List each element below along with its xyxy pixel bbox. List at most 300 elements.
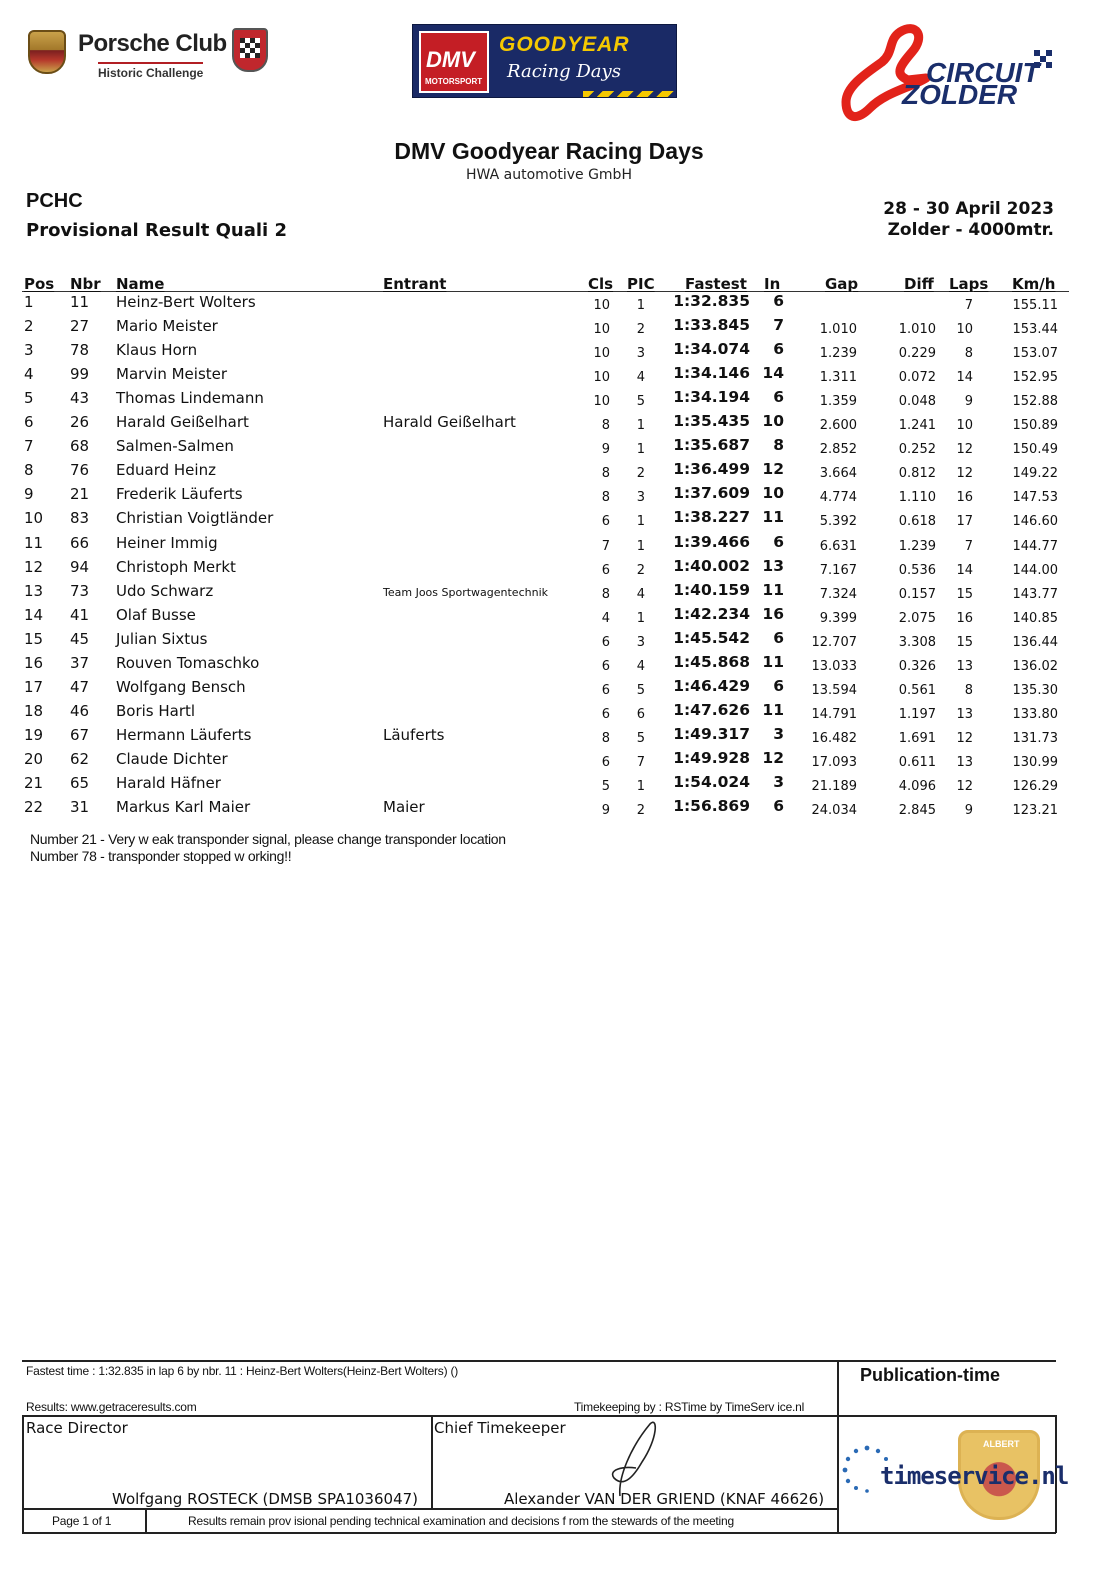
cell-cls: 10 [593, 394, 610, 410]
signature-left-rule [22, 1415, 24, 1533]
cell-cls: 6 [601, 754, 610, 770]
table-row [0, 677, 1098, 701]
chief-timekeeper-label: Chief Timekeeper [434, 1419, 566, 1437]
table-row [0, 364, 1098, 388]
dmv-text: DMV [426, 47, 475, 72]
cell-in: 6 [773, 340, 784, 359]
cell-name: Christoph Merkt [116, 557, 236, 576]
table-row [0, 749, 1098, 773]
cell-pic: 6 [636, 706, 645, 722]
cell-gap: 13.033 [811, 658, 857, 674]
col-nbr: Nbr [70, 275, 101, 293]
cell-name: Eduard Heinz [116, 461, 216, 480]
cell-pos: 14 [24, 605, 44, 624]
cell-gap: 16.482 [811, 730, 857, 746]
cell-pos: 3 [24, 341, 34, 360]
event-title: DMV Goodyear Racing Days [394, 138, 704, 164]
cell-laps: 13 [956, 754, 973, 770]
cell-pos: 15 [24, 629, 44, 648]
cell-fastest: 1:33.845 [673, 316, 750, 335]
race-director-label: Race Director [26, 1419, 128, 1437]
cell-in: 6 [773, 797, 784, 816]
dmv-goodyear-logo [412, 24, 677, 98]
cell-nbr: 62 [70, 749, 90, 768]
cell-fastest: 1:35.435 [673, 412, 750, 431]
circuit-track-icon [838, 22, 1060, 132]
cell-pic: 5 [636, 682, 645, 698]
cell-kmh: 150.89 [1012, 418, 1058, 434]
cell-laps: 15 [956, 586, 973, 602]
cell-gap: 14.791 [811, 706, 857, 722]
cell-pic: 1 [636, 610, 645, 626]
cell-diff: 3.308 [898, 634, 936, 650]
cell-pic: 1 [636, 418, 645, 434]
cell-laps: 17 [956, 514, 973, 530]
cell-gap: 21.189 [811, 779, 857, 794]
cell-nbr: 45 [70, 629, 90, 648]
cell-in: 13 [762, 556, 784, 575]
fastest-time-line: Fastest time : 1:32.835 in lap 6 by nbr. 11 : Heinz-Bert Wolters(Heinz-Bert Wolters) () [26, 1364, 459, 1378]
cell-laps: 14 [956, 370, 973, 386]
cell-pic: 5 [636, 730, 645, 746]
cell-nbr: 31 [70, 798, 90, 817]
cell-nbr: 66 [70, 533, 90, 552]
cell-in: 14 [762, 364, 784, 383]
cell-kmh: 153.44 [1012, 322, 1058, 338]
cell-in: 11 [762, 508, 784, 527]
albert-text: ALBERT [983, 1439, 1020, 1449]
cell-gap: 12.707 [811, 634, 857, 650]
cell-nbr: 37 [70, 653, 90, 672]
porsche-crest-icon [28, 30, 66, 74]
cell-cls: 5 [601, 779, 610, 794]
cell-cls: 8 [601, 730, 610, 746]
cell-pos: 5 [24, 389, 34, 408]
cell-in: 11 [762, 700, 784, 719]
cell-nbr: 26 [70, 413, 90, 432]
porsche-club-text: Porsche Club [78, 30, 227, 57]
cell-nbr: 68 [70, 437, 90, 456]
cell-name: Marvin Meister [116, 365, 228, 384]
col-laps: Laps [949, 275, 989, 293]
cell-fastest: 1:39.466 [673, 532, 750, 551]
cell-diff: 0.536 [898, 562, 936, 578]
cell-nbr: 21 [70, 485, 90, 504]
cell-gap: 4.774 [819, 490, 857, 506]
cell-fastest: 1:34.194 [673, 388, 750, 407]
cell-diff: 0.252 [898, 442, 936, 458]
cell-name: Harald Häfner [116, 774, 221, 792]
cell-nbr: 73 [70, 581, 90, 600]
cell-fastest: 1:32.835 [673, 292, 750, 310]
cell-pos: 2 [24, 317, 34, 336]
table-row [0, 316, 1098, 340]
cell-pic: 2 [636, 466, 645, 482]
cell-name: Christian Voigtländer [116, 509, 274, 528]
racing-days-text: Racing Days [507, 61, 621, 82]
cell-pic: 7 [636, 754, 645, 770]
cell-pos: 22 [24, 798, 44, 817]
cell-cls: 10 [593, 298, 610, 313]
cell-entrant: Läuferts [383, 725, 445, 744]
cell-kmh: 130.99 [1012, 754, 1058, 770]
cell-in: 6 [773, 388, 784, 407]
cell-nbr: 99 [70, 365, 90, 384]
cell-gap: 1.010 [819, 322, 857, 338]
table-row [0, 557, 1098, 581]
cell-kmh: 149.22 [1012, 466, 1058, 482]
dmv-badge [419, 31, 489, 93]
cell-nbr: 43 [70, 389, 90, 408]
results-url: Results: www.getraceresults.com [26, 1400, 197, 1414]
cell-nbr: 27 [70, 317, 90, 336]
cell-kmh: 126.29 [1012, 779, 1058, 794]
col-fastest: Fastest [685, 275, 747, 293]
cell-laps: 14 [956, 562, 973, 578]
cell-pos: 13 [24, 581, 44, 600]
cell-diff: 0.229 [898, 346, 936, 362]
cell-cls: 7 [601, 538, 610, 554]
cell-laps: 16 [956, 610, 973, 626]
cell-diff: 1.110 [898, 490, 936, 506]
cell-in: 12 [762, 460, 784, 479]
cell-pic: 5 [636, 394, 645, 410]
cell-diff: 0.618 [898, 514, 936, 530]
event-venue: Zolder - 4000mtr. [887, 220, 1054, 240]
table-row [0, 484, 1098, 508]
cell-diff: 0.326 [898, 658, 936, 674]
cell-cls: 8 [601, 466, 610, 482]
cell-kmh: 152.95 [1012, 370, 1058, 386]
cell-laps: 12 [956, 779, 973, 794]
cell-cls: 8 [601, 418, 610, 434]
cell-pos: 4 [24, 365, 34, 384]
cell-name: Claude Dichter [116, 749, 228, 768]
cell-nbr: 83 [70, 509, 90, 528]
cell-name: Mario Meister [116, 317, 218, 336]
cell-cls: 6 [601, 562, 610, 578]
table-row [0, 605, 1098, 629]
cell-cls: 8 [601, 490, 610, 506]
porsche-club-logo [28, 28, 273, 80]
cell-pic: 1 [636, 298, 645, 313]
cell-laps: 8 [964, 682, 973, 698]
session-title: Provisional Result Quali 2 [26, 220, 288, 241]
cell-in: 8 [773, 436, 784, 455]
page-divider-rule [145, 1508, 147, 1533]
cell-laps: 15 [956, 634, 973, 650]
cell-laps: 13 [956, 706, 973, 722]
cell-laps: 13 [956, 658, 973, 674]
cell-kmh: 143.77 [1012, 586, 1058, 602]
cell-pos: 6 [24, 413, 34, 432]
cell-in: 16 [762, 604, 784, 623]
cell-gap: 2.852 [819, 442, 857, 458]
cell-laps: 9 [964, 394, 973, 410]
cell-fastest: 1:35.687 [673, 436, 750, 455]
note-item: Number 78 - transponder stopped w orking!! [30, 848, 292, 864]
race-director-name: Wolfgang ROSTECK (DMSB SPA1036047) [112, 1490, 419, 1508]
cell-in: 6 [773, 628, 784, 647]
cell-cls: 9 [601, 442, 610, 458]
cell-fastest: 1:40.159 [673, 580, 750, 599]
cell-pic: 1 [636, 779, 645, 794]
cell-diff: 4.096 [898, 779, 936, 794]
cell-nbr: 41 [70, 605, 90, 624]
cell-name: Markus Karl Maier [116, 798, 251, 817]
cell-gap: 2.600 [819, 418, 857, 434]
cell-pic: 4 [636, 586, 645, 602]
table-row [0, 340, 1098, 364]
note-item: Number 21 - Very w eak transponder signal, please change transponder location [30, 831, 506, 847]
table-row [0, 388, 1098, 412]
cell-fastest: 1:37.609 [673, 484, 750, 503]
cell-pic: 4 [636, 370, 645, 386]
cell-gap: 1.359 [819, 394, 857, 410]
cell-laps: 16 [956, 490, 973, 506]
cell-in: 6 [773, 532, 784, 551]
cell-kmh: 144.77 [1012, 538, 1058, 554]
cell-pos: 18 [24, 701, 44, 720]
cell-kmh: 123.21 [1012, 803, 1058, 819]
cell-gap: 5.392 [819, 514, 857, 530]
cell-kmh: 146.60 [1012, 514, 1058, 530]
cell-diff: 1.241 [898, 418, 936, 434]
cell-name: Salmen-Salmen [116, 437, 234, 456]
publication-time: Publication-time [860, 1365, 1001, 1385]
cell-cls: 6 [601, 634, 610, 650]
cell-diff: 0.561 [898, 682, 936, 698]
cell-fastest: 1:49.317 [673, 724, 750, 743]
cell-pos: 7 [24, 437, 34, 456]
cell-laps: 10 [956, 322, 973, 338]
cell-kmh: 131.73 [1012, 730, 1058, 746]
cell-kmh: 135.30 [1012, 682, 1058, 698]
cell-pic: 4 [636, 658, 645, 674]
cell-in: 6 [773, 676, 784, 695]
dmv-motorsport-text: MOTORSPORT [425, 77, 483, 86]
cell-nbr: 94 [70, 557, 90, 576]
cell-pos: 16 [24, 653, 44, 672]
cell-pic: 2 [636, 803, 645, 819]
cell-kmh: 136.44 [1012, 634, 1058, 650]
table-row [0, 581, 1098, 605]
club-shield-icon [232, 28, 268, 72]
cell-pic: 1 [636, 514, 645, 530]
cell-name: Hermann Läuferts [116, 725, 252, 744]
cell-pos: 21 [24, 774, 44, 792]
cell-diff: 1.010 [898, 322, 936, 338]
cell-fastest: 1:38.227 [673, 508, 750, 527]
cell-fastest: 1:34.074 [673, 340, 750, 359]
footer-bottom-rule [22, 1532, 1056, 1534]
cell-name: Udo Schwarz [116, 581, 214, 600]
table-row [0, 292, 1098, 316]
timeservice-text: timeservice.nl [880, 1462, 1069, 1490]
cell-nbr: 46 [70, 701, 90, 720]
cell-cls: 9 [601, 803, 610, 819]
cell-nbr: 76 [70, 461, 90, 480]
cell-laps: 10 [956, 418, 973, 434]
footer-top-rule [22, 1360, 1056, 1362]
cell-in: 10 [762, 412, 784, 431]
checkered-stripes [583, 91, 675, 97]
chief-timekeeper-name: Alexander VAN DER GRIEND (KNAF 46626) [504, 1490, 825, 1508]
col-kmh: Km/h [1012, 275, 1056, 293]
cell-cls: 4 [601, 610, 610, 626]
cell-kmh: 136.02 [1012, 658, 1058, 674]
cell-laps: 8 [964, 346, 973, 362]
cell-nbr: 11 [70, 293, 90, 311]
cell-pic: 3 [636, 490, 645, 506]
col-pic: PIC [627, 275, 655, 293]
cell-in: 12 [762, 748, 784, 767]
cell-in: 11 [762, 580, 784, 599]
cell-diff: 0.157 [898, 586, 936, 602]
cell-name: Heinz-Bert Wolters [116, 293, 256, 311]
cell-cls: 10 [593, 322, 610, 338]
table-row [0, 701, 1098, 725]
cell-name: Harald Geißelhart [116, 413, 249, 432]
table-row [0, 797, 1098, 821]
series-name: PCHC [26, 190, 83, 212]
cell-fastest: 1:54.024 [673, 773, 750, 791]
cell-kmh: 152.88 [1012, 394, 1058, 410]
cell-fastest: 1:40.002 [673, 556, 750, 575]
table-row [0, 653, 1098, 677]
timekeeping-credit: Timekeeping by : RSTime by TimeServ ice.nl [574, 1400, 805, 1414]
cell-diff: 1.239 [898, 538, 936, 554]
organizer: HWA automotive GmbH [466, 167, 632, 183]
table-row [0, 412, 1098, 436]
cell-fastest: 1:45.868 [673, 652, 750, 671]
cell-gap: 6.631 [819, 538, 857, 554]
table-row [0, 725, 1098, 749]
cell-cls: 6 [601, 706, 610, 722]
cell-gap: 9.399 [819, 610, 857, 626]
table-row [0, 773, 1098, 797]
cell-diff: 0.812 [898, 466, 936, 482]
cell-fastest: 1:42.234 [673, 604, 750, 623]
cell-laps: 12 [956, 466, 973, 482]
cell-nbr: 78 [70, 341, 90, 360]
cell-nbr: 67 [70, 725, 90, 744]
cell-cls: 6 [601, 658, 610, 674]
zolder-text: ZOLDER [902, 79, 1018, 110]
cell-name: Thomas Lindemann [116, 389, 264, 408]
cell-gap: 13.594 [811, 682, 857, 698]
cell-laps: 12 [956, 730, 973, 746]
cell-in: 6 [773, 292, 784, 310]
cell-in: 11 [762, 652, 784, 671]
cell-pic: 3 [636, 634, 645, 650]
cell-fastest: 1:36.499 [673, 460, 750, 479]
cell-fastest: 1:56.869 [673, 797, 750, 816]
col-cls: Cls [588, 275, 614, 293]
cell-diff: 2.075 [898, 610, 936, 626]
cell-in: 7 [773, 316, 784, 335]
cell-pos: 20 [24, 749, 44, 768]
table-row [0, 436, 1098, 460]
cell-pos: 11 [24, 533, 44, 552]
cell-gap: 1.311 [819, 370, 857, 386]
cell-laps: 9 [964, 803, 973, 819]
cell-nbr: 47 [70, 677, 90, 696]
cell-kmh: 150.49 [1012, 442, 1058, 458]
table-row [0, 460, 1098, 484]
cell-kmh: 144.00 [1012, 562, 1058, 578]
cell-nbr: 65 [70, 774, 90, 792]
page-number: Page 1 of 1 [52, 1514, 112, 1528]
cell-pos: 1 [24, 293, 34, 311]
cell-kmh: 147.53 [1012, 490, 1058, 506]
provisional-disclaimer: Results remain prov isional pending technical examination and decisions f rom the stewards of the meeting [188, 1514, 734, 1528]
cell-kmh: 153.07 [1012, 346, 1058, 362]
cell-pos: 10 [24, 509, 44, 528]
cell-pic: 1 [636, 442, 645, 458]
cell-fastest: 1:49.928 [673, 748, 750, 767]
cell-gap: 3.664 [819, 466, 857, 482]
cell-in: 3 [773, 773, 784, 791]
signature-mark [600, 1418, 670, 1500]
results-table-header [22, 275, 1069, 292]
table-row [0, 508, 1098, 532]
cell-entrant: Maier [383, 798, 425, 817]
circuit-zolder-logo [838, 22, 1060, 132]
cell-name: Heiner Immig [116, 533, 218, 552]
race-notes [30, 831, 506, 865]
cell-diff: 0.048 [898, 394, 936, 410]
cell-fastest: 1:45.542 [673, 628, 750, 647]
cell-fastest: 1:34.146 [673, 364, 750, 383]
signature-mid-rule [431, 1415, 433, 1508]
cell-kmh: 133.80 [1012, 706, 1058, 722]
cell-pic: 3 [636, 346, 645, 362]
cell-entrant: Harald Geißelhart [383, 413, 516, 432]
signature-top-rule [22, 1415, 1056, 1417]
cell-name: Rouven Tomaschko [116, 653, 260, 672]
col-gap: Gap [825, 275, 859, 293]
col-diff: Diff [904, 275, 934, 293]
cell-pos: 12 [24, 557, 44, 576]
cell-pos: 19 [24, 725, 44, 744]
cell-name: Frederik Läuferts [116, 485, 243, 504]
col-pos: Pos [24, 275, 55, 293]
cell-cls: 6 [601, 514, 610, 530]
cell-laps: 12 [956, 442, 973, 458]
cell-name: Olaf Busse [116, 605, 196, 624]
cell-gap: 1.239 [819, 346, 857, 362]
timeservice-logo [842, 1428, 1069, 1524]
cell-gap: 24.034 [811, 803, 857, 819]
table-row [0, 533, 1098, 557]
cell-pic: 2 [636, 562, 645, 578]
cell-diff: 1.197 [898, 706, 936, 722]
cell-pic: 2 [636, 322, 645, 338]
col-name: Name [116, 275, 165, 293]
cell-kmh: 140.85 [1012, 610, 1058, 626]
cell-gap: 7.324 [819, 586, 857, 602]
table-row [0, 629, 1098, 653]
cell-cls: 10 [593, 370, 610, 386]
porsche-club-subtext: Historic Challenge [98, 62, 203, 80]
cell-fastest: 1:47.626 [673, 700, 750, 719]
cell-diff: 2.845 [898, 803, 936, 819]
col-in: In [764, 275, 781, 293]
cell-laps: 7 [964, 538, 973, 554]
cell-pos: 9 [24, 485, 34, 504]
event-dates: 28 - 30 April 2023 [883, 199, 1054, 219]
